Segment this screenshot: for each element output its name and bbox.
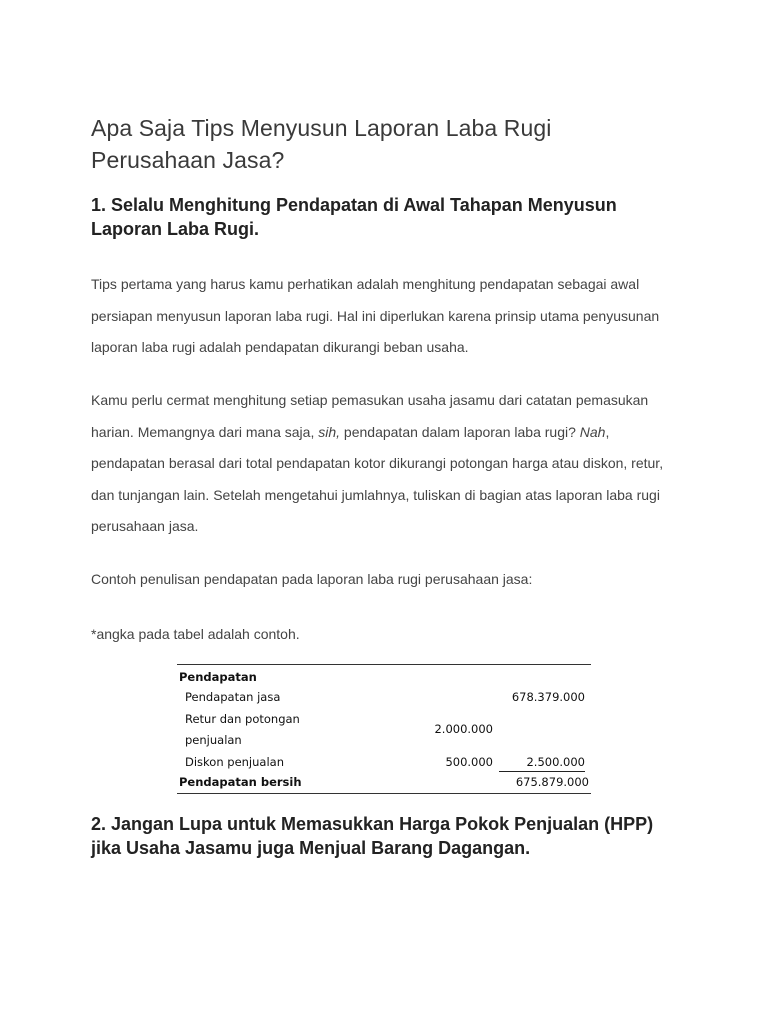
table-header: Pendapatan	[179, 670, 257, 684]
row-diskon-subtotal: 2.500.000	[526, 755, 585, 769]
paragraph-2-text-b: pendapatan dalam laporan laba rugi?	[340, 423, 580, 440]
row-pendapatan-jasa-value: 678.379.000	[511, 690, 585, 704]
section-1-paragraph-3: Contoh penulisan pendapatan pada laporan laba rugi perusahaan jasa:	[91, 571, 533, 587]
row-retur-value: 2.000.000	[434, 722, 493, 736]
section-1-paragraph-1: Tips pertama yang harus kamu perhatikan adalah menghitung pendapatan sebagai awal persiapan menyusun laporan laba rugi. Hal ini diperlukan karena prinsip utama penyusunan laporan laba rugi adalah pendapatan dikurangi beban usaha.	[91, 276, 660, 355]
paragraph-2-text-a: Kamu perlu cermat menghitung setiap pemasukan usaha jasamu dari catatan pemasukan harian. Memangnya dari mana saja,	[91, 392, 649, 440]
row-retur-label-line-2: penjualan	[185, 733, 242, 747]
page-title: Apa Saja Tips Menyusun Laporan Laba Rugi Perusahaan Jasa?	[91, 115, 552, 173]
section-2-heading: 2. Jangan Lupa untuk Memasukkan Harga Pokok Penjualan (HPP) jika Usaha Jasamu juga Menjual Barang Dagangan.	[91, 814, 654, 858]
paragraph-2-text-c: , pendapatan berasal dari total pendapatan kotor dikurangi potongan harga atau diskon, retur, dan tunjangan lain. Setelah mengetahui jumlahnya, tuliskan di bagian atas laporan laba rugi perusahaan jasa.	[91, 423, 664, 534]
subtotal-underline	[499, 771, 585, 772]
table-note: *angka pada tabel adalah contoh.	[91, 626, 300, 642]
row-pendapatan-jasa-label: Pendapatan jasa	[185, 690, 281, 704]
row-total-value: 675.879.000	[515, 775, 589, 789]
row-total-label: Pendapatan bersih	[179, 775, 302, 789]
row-diskon-label: Diskon penjualan	[185, 755, 284, 769]
income-table	[177, 664, 591, 794]
section-1-heading: 1. Selalu Menghitung Pendapatan di Awal Tahapan Menyusun Laporan Laba Rugi.	[91, 195, 617, 239]
paragraph-2-emphasis-sih: sih,	[318, 423, 341, 440]
section-1-paragraph-2	[91, 385, 681, 543]
row-diskon-value: 500.000	[445, 755, 493, 769]
paragraph-2-emphasis-nah: Nah	[579, 423, 606, 440]
row-retur-label-line-1: Retur dan potongan	[185, 712, 300, 726]
